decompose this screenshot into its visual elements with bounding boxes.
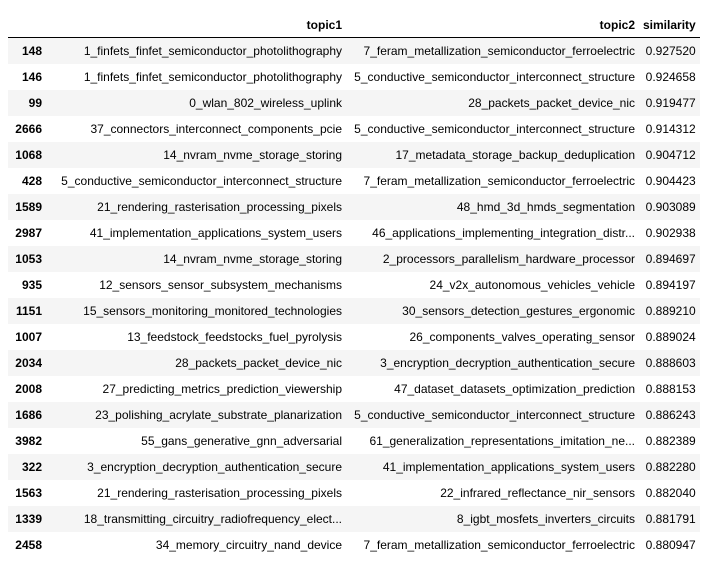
topic1-cell: 28_packets_packet_device_nic <box>175 355 342 370</box>
row-index: 1563 <box>15 485 42 500</box>
similarity-header: similarity <box>639 13 700 38</box>
row-index: 1151 <box>15 303 42 318</box>
topic2-cell: 7_feram_metallization_semiconductor_ferroelectric <box>363 43 635 58</box>
table-row <box>8 480 700 506</box>
row-index: 2008 <box>15 381 42 396</box>
table-row <box>8 428 700 454</box>
similarity-cell: 0.927520 <box>645 43 696 58</box>
topic1-cell: 21_rendering_rasterisation_processing_pixels <box>97 199 342 214</box>
row-index: 1589 <box>15 199 42 214</box>
topic2-cell: 5_conductive_semiconductor_interconnect_structure <box>354 69 635 84</box>
topic1-cell: 15_sensors_monitoring_monitored_technologies <box>83 303 342 318</box>
row-index: 1339 <box>15 511 42 526</box>
topic2-cell: 41_implementation_applications_system_users <box>382 459 635 474</box>
row-index: 2666 <box>15 121 42 136</box>
table-row <box>8 64 700 90</box>
similarity-cell: 0.882389 <box>645 433 696 448</box>
index-header <box>8 13 46 38</box>
table-row <box>8 402 700 428</box>
topic1-cell: 13_feedstock_feedstocks_fuel_pyrolysis <box>127 329 342 344</box>
topic1-cell: 1_finfets_finfet_semiconductor_photolithography <box>83 43 342 58</box>
similarity-cell: 0.888153 <box>645 381 696 396</box>
topic2-cell: 22_infrared_reflectance_nir_sensors <box>440 485 635 500</box>
topic2-cell: 7_feram_metallization_semiconductor_ferroelectric <box>363 173 635 188</box>
similarity-cell: 0.903089 <box>645 199 696 214</box>
row-index: 322 <box>21 459 42 474</box>
topic1-cell: 14_nvram_nvme_storage_storing <box>163 251 342 266</box>
row-index: 1053 <box>15 251 42 266</box>
table-row <box>8 90 700 116</box>
row-index: 935 <box>21 277 42 292</box>
table-row <box>8 38 700 64</box>
similarity-cell: 0.904423 <box>645 173 696 188</box>
similarity-cell: 0.880947 <box>645 537 696 552</box>
table-row <box>8 376 700 402</box>
similarity-cell: 0.894697 <box>645 251 696 266</box>
table-row <box>8 220 700 246</box>
similarity-cell: 0.882280 <box>645 459 696 474</box>
similarity-cell: 0.886243 <box>645 407 696 422</box>
topic1-cell: 41_implementation_applications_system_users <box>89 225 342 240</box>
topic1-cell: 23_polishing_acrylate_substrate_planarization <box>95 407 342 422</box>
table-row <box>8 272 700 298</box>
topic1-cell: 12_sensors_sensor_subsystem_mechanisms <box>99 277 342 292</box>
row-index: 3982 <box>15 433 42 448</box>
table-row <box>8 324 700 350</box>
topic2-cell: 28_packets_packet_device_nic <box>468 95 635 110</box>
similarity-cell: 0.902938 <box>645 225 696 240</box>
topic2-cell: 61_generalization_representations_imitation_ne... <box>369 433 635 448</box>
row-index: 99 <box>28 95 42 110</box>
table-row <box>8 298 700 324</box>
similarity-cell: 0.881791 <box>645 511 696 526</box>
dataframe-table <box>8 13 700 558</box>
similarity-cell: 0.882040 <box>645 485 696 500</box>
topic2-cell: 3_encryption_decryption_authentication_secure <box>380 355 635 370</box>
topic1-cell: 27_predicting_metrics_prediction_viewership <box>102 381 342 396</box>
row-index: 1068 <box>15 147 42 162</box>
table-row <box>8 142 700 168</box>
similarity-cell: 0.888603 <box>645 355 696 370</box>
row-index: 2034 <box>15 355 42 370</box>
similarity-cell: 0.919477 <box>645 95 696 110</box>
dataframe-output <box>8 13 700 558</box>
row-index: 2458 <box>15 537 42 552</box>
topic1-cell: 37_connectors_interconnect_components_pcie <box>90 121 342 136</box>
topic1-cell: 0_wlan_802_wireless_uplink <box>189 95 342 110</box>
similarity-cell: 0.914312 <box>645 121 696 136</box>
row-index: 1007 <box>15 329 42 344</box>
topic1-cell: 5_conductive_semiconductor_interconnect_structure <box>61 173 342 188</box>
topic2-cell: 24_v2x_autonomous_vehicles_vehicle <box>429 277 635 292</box>
row-index: 428 <box>21 173 42 188</box>
row-index: 1686 <box>15 407 42 422</box>
table-row <box>8 454 700 480</box>
topic2-cell: 46_applications_implementing_integration_distr... <box>372 225 635 240</box>
table-body <box>8 38 700 558</box>
topic2-cell: 2_processors_parallelism_hardware_processor <box>382 251 635 266</box>
similarity-cell: 0.894197 <box>645 277 696 292</box>
topic2-cell: 5_conductive_semiconductor_interconnect_structure <box>354 407 635 422</box>
topic1-cell: 55_gans_generative_gnn_adversarial <box>141 433 342 448</box>
similarity-cell: 0.889024 <box>645 329 696 344</box>
table-row <box>8 168 700 194</box>
topic1-cell: 21_rendering_rasterisation_processing_pixels <box>97 485 342 500</box>
table-row <box>8 532 700 558</box>
topic1-cell: 34_memory_circuitry_nand_device <box>155 537 342 552</box>
topic1-header: topic1 <box>46 13 346 38</box>
topic2-cell: 7_feram_metallization_semiconductor_ferroelectric <box>363 537 635 552</box>
table-row <box>8 116 700 142</box>
row-index: 146 <box>21 69 42 84</box>
topic1-cell: 18_transmitting_circuitry_radiofrequency_elect... <box>83 511 342 526</box>
topic2-cell: 26_components_valves_operating_sensor <box>409 329 635 344</box>
table-row <box>8 246 700 272</box>
table-row <box>8 350 700 376</box>
similarity-cell: 0.924658 <box>645 69 696 84</box>
topic2-cell: 17_metadata_storage_backup_deduplication <box>395 147 635 162</box>
similarity-cell: 0.889210 <box>645 303 696 318</box>
topic1-cell: 14_nvram_nvme_storage_storing <box>163 147 342 162</box>
table-header <box>8 13 700 38</box>
topic2-cell: 47_dataset_datasets_optimization_prediction <box>394 381 635 396</box>
topic2-cell: 8_igbt_mosfets_inverters_circuits <box>456 511 635 526</box>
table-row <box>8 194 700 220</box>
topic2-cell: 5_conductive_semiconductor_interconnect_structure <box>354 121 635 136</box>
row-index: 148 <box>21 43 42 58</box>
topic2-cell: 30_sensors_detection_gestures_ergonomic <box>402 303 635 318</box>
topic2-cell: 48_hmd_3d_hmds_segmentation <box>456 199 635 214</box>
header-row <box>8 13 700 38</box>
table-row <box>8 506 700 532</box>
row-index: 2987 <box>15 225 42 240</box>
topic1-cell: 1_finfets_finfet_semiconductor_photolithography <box>83 69 342 84</box>
topic1-cell: 3_encryption_decryption_authentication_secure <box>87 459 342 474</box>
topic2-header: topic2 <box>346 13 639 38</box>
similarity-cell: 0.904712 <box>645 147 696 162</box>
